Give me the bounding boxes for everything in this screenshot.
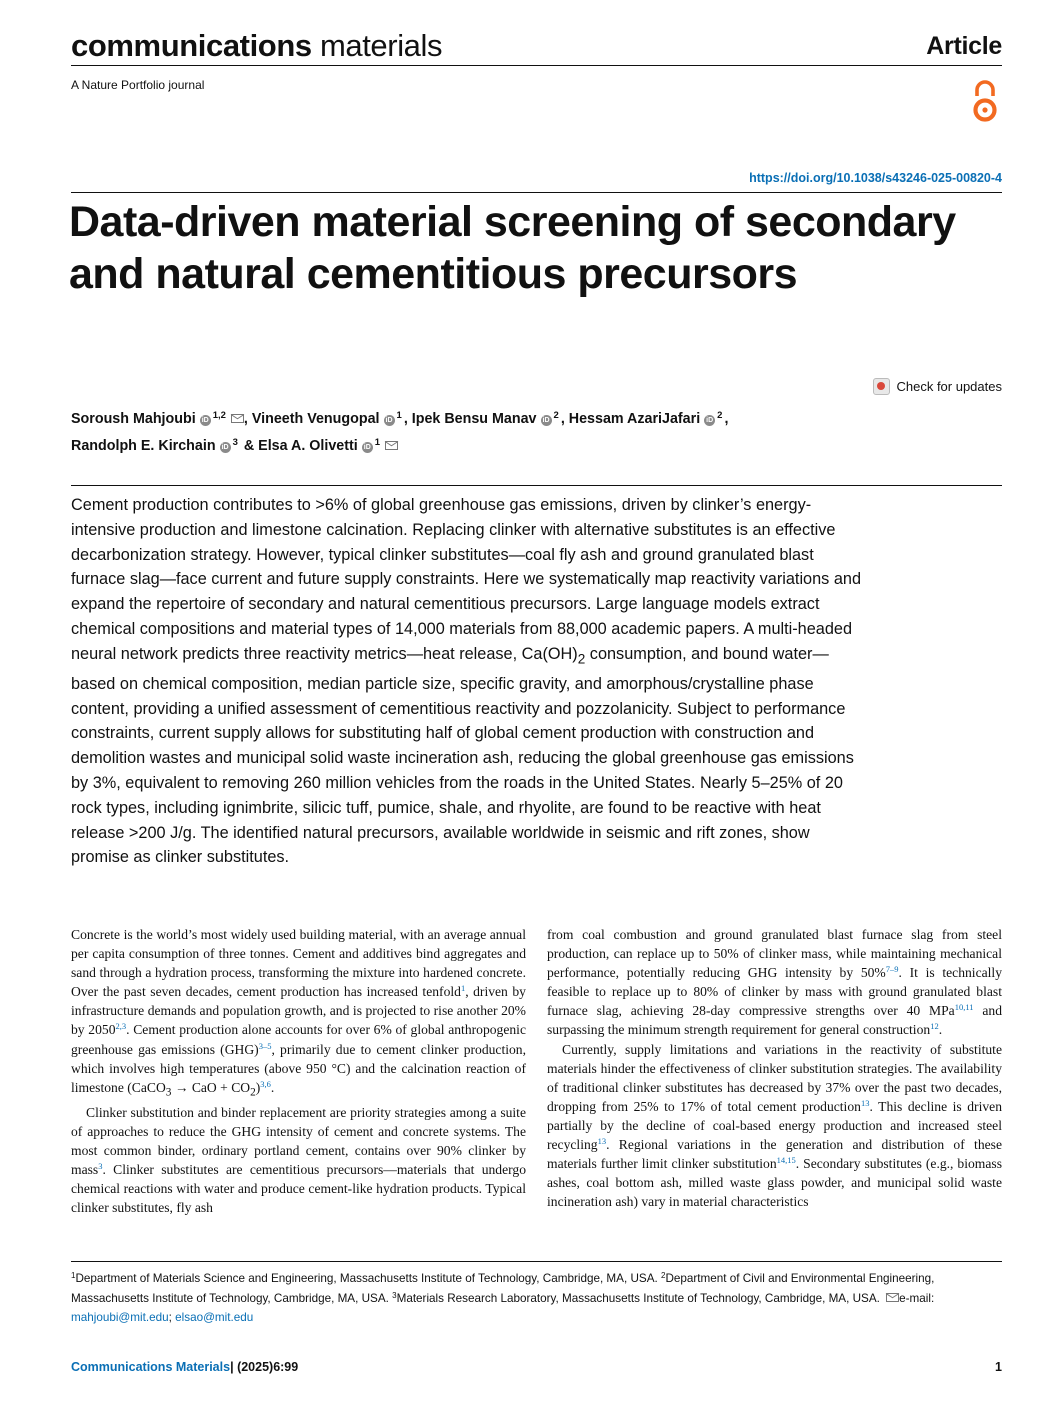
citation-link[interactable]: 13 — [860, 1097, 870, 1108]
body-column-left — [71, 925, 526, 1217]
citation-link[interactable]: 3 — [98, 1160, 103, 1171]
abstract-rule — [71, 485, 1002, 486]
author-affiliation: 2 — [717, 410, 723, 421]
affiliations: $^1$Department of Materials Science and Engineering, Massachusetts Institute of Technology, Cambridge, MA, USA. $^2$Department of Civil and Environmental Engineering, Massachusetts Institute of Technology, Cambridge, MA, USA. $^3$Materials Research Laboratory, Massachusetts Institute of Technology, Cambridge, MA, USA. e-mail: mahjoubi@mit.edu; elsao@mit.edu — [71, 1271, 935, 1324]
footer-journal-link[interactable]: Communications Materials — [71, 1360, 231, 1374]
body-paragraph: from coal combustion and ground granulated blast furnace slag from steel production, can replace up to 50% of clinker mass, while maintaining mechanical performance, potentially reducing GHG intensity by 50%$^{7-9}$. It is technically feasible to replace up to 80% of clinker by mass with ground granulated blast furnace slag, achieving 28-day compressive strengths over 40 MPa$^{10,11}$ and surpassing the minimum strength requirement for general construction$^{12}$. — [547, 927, 1002, 1038]
title-rule — [71, 192, 1002, 193]
orcid-icon[interactable]: iD — [363, 444, 371, 451]
journal-name-light: materials — [319, 28, 443, 63]
orcid-icon[interactable]: iD — [706, 417, 714, 424]
citation-link[interactable]: 12 — [930, 1021, 939, 1032]
citation-link[interactable]: 1 — [460, 983, 466, 994]
abstract-text-2: consumption, and bound water—based on chemical composition, median particle size, specific gravity, and amorphous/crystalline phase content, providing a unified assessment of cementitious reactivity and pozzolanicity. Subject to performance constraints, current supply allows for substituting half of global cement production with construction and demolition wastes and municipal solid waste incineration ash, reducing the global greenhouse gas emissions by 3%, equivalent to removing 260 million vehicles from the roads in the United States. Nearly 5–25% of 20 rock types, including ignimbrite, silicic tuff, pumice, shale, and rhyolite, are found to be reactive with heat release >200 J/g. The identified natural precursors, available worldwide in seismic and rift zones, show promise as clinker substitutes. — [71, 644, 854, 867]
abstract — [71, 493, 871, 870]
body-paragraph: Currently, supply limitations and variations in the reactivity of substitute materials hinder the effectiveness of clinker substitution strategies. The availability of traditional clinker substitutes has decreased by 37% over the past two decades, dropping from 25% to 17% of total cement production$^{13}$. This decline is driven partially by the decline of coal-based energy production and increased steel recycling$^{13}$. Regional variations in the generation and distribution of these materials further limit clinker substitution$^{14,15}$. Secondary substitutes (e.g., biomass ashes, coal bottom ash, milled waste glass powder, and municipal solid waste incineration ash) vary in material characteristics — [547, 1041, 1002, 1210]
author-separator: & — [239, 438, 259, 454]
author-name[interactable]: Soroush Mahjoubi — [71, 411, 196, 427]
author-separator: , — [724, 411, 729, 427]
page-footer: Communications Materials| (2025)6:99 — [71, 1360, 299, 1374]
citation-link[interactable]: 2,3 — [115, 1021, 127, 1032]
citation-link[interactable]: 14,15 — [776, 1155, 796, 1166]
portfolio-label: A Nature Portfolio journal — [71, 78, 205, 92]
author-affiliation: 1 — [396, 410, 402, 421]
journal-name-bold: communications — [71, 28, 312, 63]
author-name[interactable]: Randolph E. Kirchain — [71, 438, 216, 454]
article-title: Data-driven material screening of secondary and natural cementitious precursors — [69, 198, 956, 298]
author-affiliation: 1 — [374, 437, 381, 448]
orcid-icon[interactable]: iD — [221, 444, 229, 451]
check-for-updates-label: Check for updates — [896, 379, 1002, 394]
author-separator: , — [403, 411, 412, 427]
crossmark-icon — [873, 378, 890, 395]
journal-name — [71, 28, 442, 64]
open-access-icon — [970, 78, 1000, 124]
doi-link[interactable]: https://doi.org/10.1038/s43246-025-00820-4 — [749, 171, 1002, 185]
page-number: 1 — [995, 1360, 1002, 1374]
footer-volume: (2025)6:99 — [237, 1360, 299, 1374]
article-type: Article — [926, 32, 1002, 60]
orcid-icon[interactable]: iD — [201, 417, 209, 424]
email-link-mahjoubi[interactable]: mahjoubi@mit.edu — [71, 1311, 169, 1324]
author-separator: , — [243, 411, 252, 427]
corresponding-email-icon[interactable] — [231, 414, 244, 423]
citation-link[interactable]: 3,6 — [260, 1078, 271, 1089]
author-name[interactable]: Elsa A. Olivetti — [258, 438, 358, 454]
author-separator: , — [560, 411, 569, 427]
abstract-text-1: Cement production contributes to >6% of global greenhouse gas emissions, driven by clinker’s energy-intensive production and limestone calcination. Replacing clinker with alternative substitutes is an effective decarbonization strategy. However, typical clinker substitutes—coal fly ash and ground granulated blast furnace slag—face current and future supply constraints. Here we systematically map reactivity variations and expand the repertoire of secondary and natural cementitious precursors. Large language models extract chemical compositions and material types of 14,000 materials from 88,000 academic papers. A multi-headed neural network predicts three reactivity metrics—heat release, Ca(OH) — [71, 496, 861, 663]
email-icon — [886, 1293, 899, 1302]
abstract-subscript: 2 — [577, 651, 586, 667]
orcid-icon[interactable]: iD — [385, 417, 393, 424]
citation-link[interactable]: 13 — [597, 1136, 607, 1147]
author-name[interactable]: Hessam AzariJafari — [568, 411, 701, 427]
citation-link[interactable]: 3–5 — [258, 1040, 272, 1051]
author-list — [71, 404, 1011, 458]
body-paragraph: Clinker substitution and binder replacement are priority strategies among a suite of approaches to reduce the GHG intensity of cement and concrete systems. The most common binder, ordinary portland cement, contains over 90% clinker by mass$^3$. Clinker substitutes are cementitious precursors—materials that undergo chemical reactions with water and produce cement-like hydration products. Typical clinker substitutes, fly ash — [71, 1104, 526, 1216]
body-column-right — [547, 925, 1002, 1211]
corresponding-email-icon[interactable] — [385, 441, 398, 450]
author-name[interactable]: Ipek Bensu Manav — [411, 411, 537, 427]
citation-link[interactable]: 10,11 — [954, 1002, 974, 1013]
body-paragraph: Concrete is the world’s most widely used building material, with an average annual per capita consumption of three tonnes. Cement and additives bind aggregates and sand through a hydration process, transforming the mixture into hardened concrete. Over the past seven decades, cement production has increased tenfold$^1$, driven by infrastructure demands and population growth, and is projected to rise another 20% by 2050$^{2,3}$. Cement production alone accounts for over 6% of global anthropogenic greenhouse gas emissions (GHG)$^{3-5}$, primarily due to cement clinker production, which involves high temperatures (above 950 °C) and the calcination reaction of limestone (CaCO$_3$ → CaO + $CO_2)^{3,6}$. — [71, 927, 526, 1099]
footnote-rule — [71, 1261, 1002, 1262]
author-affiliation: 1,2 — [212, 410, 226, 421]
author-affiliation: 3 — [232, 437, 238, 448]
author-name[interactable]: Vineeth Venugopal — [251, 411, 380, 427]
email-link-olivetti[interactable]: elsao@mit.edu — [175, 1311, 254, 1324]
header-rule — [71, 65, 1002, 66]
author-affiliation: 2 — [553, 410, 559, 421]
check-for-updates-button[interactable] — [873, 378, 1002, 395]
orcid-icon[interactable]: iD — [542, 417, 550, 424]
citation-link[interactable]: 7–9 — [885, 964, 899, 975]
